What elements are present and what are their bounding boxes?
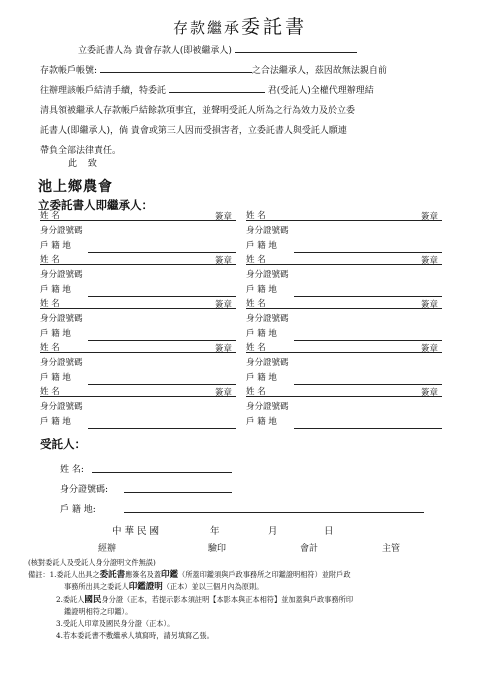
para-line1-text: 立委託書人為 貴會存款人(即被繼承人) xyxy=(78,46,232,56)
domicile-label: 戶 籍 地 xyxy=(40,241,71,251)
id-label: 身分證號碼 xyxy=(246,358,289,368)
signer-block xyxy=(40,298,236,342)
authorization-paragraph xyxy=(40,41,450,161)
domicile-label: 戶 籍 地 xyxy=(40,417,71,427)
name-field[interactable] xyxy=(246,308,442,309)
note-1b-post: （正本）並以三個月內為原則。 xyxy=(162,582,264,592)
id-label: 身分證號碼 xyxy=(246,402,289,412)
domicile-field[interactable] xyxy=(294,252,442,253)
signers-heading: 立委託書人即繼承人： xyxy=(38,198,153,212)
id-label: 身分證號碼 xyxy=(40,314,83,324)
note-2b: 鑑證明相符之印鑑）。 xyxy=(64,606,133,616)
officer-signoff-row xyxy=(98,541,400,554)
name-field[interactable] xyxy=(246,352,442,353)
date-month: 月 xyxy=(268,526,278,537)
name-label: 姓 名 xyxy=(246,255,266,265)
seal-label: 簽章 xyxy=(214,388,232,398)
domicile-field[interactable] xyxy=(88,428,236,429)
seal-label: 簽章 xyxy=(214,256,232,266)
officer-supervisor: 主管 xyxy=(382,544,401,554)
name-label: 姓 名 xyxy=(40,343,60,353)
delegate-id-label: 身分證號碼: xyxy=(60,485,109,495)
domicile-field[interactable] xyxy=(294,384,442,385)
domicile-field[interactable] xyxy=(88,340,236,341)
note-1a-bold-2: 印鑑 xyxy=(161,570,179,581)
domicile-label: 戶 籍 地 xyxy=(246,417,277,427)
domicile-field[interactable] xyxy=(88,384,236,385)
para-line3-text-a: 往辦理該帳戶結清手續，特委託 xyxy=(40,86,167,96)
delegate-domicile-label: 戶 籍 地: xyxy=(60,505,96,515)
form-title xyxy=(0,12,480,39)
note-2a-post: 身分證（正本，若提示影本須註明【本影本與正本相符】並加蓋與戶政事務所印 xyxy=(101,594,354,604)
domicile-label: 戶 籍 地 xyxy=(40,329,71,339)
id-label: 身分證號碼 xyxy=(40,270,83,280)
seal-label: 簽章 xyxy=(214,344,232,354)
id-label: 身分證號碼 xyxy=(40,358,83,368)
notes-section xyxy=(28,557,468,642)
delegate-name-input[interactable] xyxy=(92,472,232,473)
depositor-name-field[interactable] xyxy=(235,41,357,53)
officer-handler: 經辦 xyxy=(98,544,117,554)
seal-label: 簽章 xyxy=(214,300,232,310)
date-day: 日 xyxy=(324,526,334,537)
name-label: 姓 名 xyxy=(40,299,60,309)
id-label: 身分證號碼 xyxy=(246,270,289,280)
signer-block xyxy=(246,342,442,386)
domicile-label: 戶 籍 地 xyxy=(246,285,277,295)
notes-header: (核對委託人及受託人身分證明文件無誤) xyxy=(28,558,156,567)
name-label: 姓 名 xyxy=(246,387,266,397)
delegate-name-field[interactable] xyxy=(169,81,265,93)
para-line2-text-b: 之合法繼承人，茲因故無法親自前 xyxy=(251,66,387,76)
note-1a-pre: 1.委託人出具之 xyxy=(49,570,100,580)
date-year: 年 xyxy=(210,526,220,537)
officer-verify-seal: 驗印 xyxy=(208,544,227,554)
para-line6: 帶負全部法律責任。 xyxy=(40,146,122,156)
delegate-domicile-input[interactable] xyxy=(124,512,424,513)
note-3: 3.受託人印章及國民身分證（正本）。 xyxy=(56,619,175,629)
seal-label: 簽章 xyxy=(420,212,438,222)
date-era: 中 華 民 國 xyxy=(112,526,160,537)
name-field[interactable] xyxy=(40,352,236,353)
name-field[interactable] xyxy=(246,396,442,397)
seal-label: 簽章 xyxy=(420,344,438,354)
domicile-field[interactable] xyxy=(88,252,236,253)
name-label: 姓 名 xyxy=(246,343,266,353)
note-1a-mid: 應簽名及蓋 xyxy=(125,570,162,580)
note-1a-bold-1: 委託書 xyxy=(99,570,126,581)
name-field[interactable] xyxy=(40,308,236,309)
id-label: 身分證號碼 xyxy=(40,402,83,412)
note-1a-post: （所蓋印鑑須與戶政事務所之印鑑證明相符）並附戶政 xyxy=(178,570,351,580)
note-4: 4.若本委託書不敷繼承人填寫時，請另填寫乙張。 xyxy=(56,631,214,641)
domicile-label: 戶 籍 地 xyxy=(40,285,71,295)
delegate-section xyxy=(40,436,460,516)
note-2a-pre: 2.委託人 xyxy=(56,594,85,604)
para-line2-text-a: 存款帳戶帳號: xyxy=(40,66,98,76)
delegate-heading: 受託人： xyxy=(40,437,86,451)
id-label: 身分證號碼 xyxy=(246,314,289,324)
domicile-label: 戶 籍 地 xyxy=(246,329,277,339)
domicile-label: 戶 籍 地 xyxy=(246,241,277,251)
signer-block xyxy=(40,342,236,386)
signer-block xyxy=(40,210,236,254)
signer-block xyxy=(246,210,442,254)
para-line4: 清具領被繼承人存款帳戶結餘款項事宜，並聲明受託人所為之行為效力及於立委 xyxy=(40,106,356,116)
domicile-field[interactable] xyxy=(88,296,236,297)
id-label: 身分證號碼 xyxy=(40,226,83,236)
account-number-field[interactable] xyxy=(100,61,252,73)
name-field[interactable] xyxy=(246,264,442,265)
recipient-association: 池上鄉農會 xyxy=(38,179,113,195)
signer-block xyxy=(40,254,236,298)
name-field[interactable] xyxy=(40,396,236,397)
seal-label: 簽章 xyxy=(420,388,438,398)
name-field[interactable] xyxy=(40,220,236,221)
note-2a-bold: 國民 xyxy=(84,594,102,605)
date-line xyxy=(112,523,334,537)
name-label: 姓 名 xyxy=(40,255,60,265)
notes-label: 備註： xyxy=(28,570,50,580)
seal-label: 簽章 xyxy=(420,300,438,310)
name-field[interactable] xyxy=(246,220,442,221)
delegate-id-input[interactable] xyxy=(124,492,232,493)
signer-block xyxy=(246,254,442,298)
note-1b-pre: 事務所出具之委託人 xyxy=(64,582,129,592)
signer-block xyxy=(246,386,442,430)
domicile-field[interactable] xyxy=(294,428,442,429)
name-field[interactable] xyxy=(40,264,236,265)
delegate-name-label: 姓 名: xyxy=(60,465,84,475)
domicile-field[interactable] xyxy=(294,296,442,297)
para-line3-text-b: 君(受託人)全權代理辦理結 xyxy=(267,86,374,96)
name-label: 姓 名 xyxy=(246,211,266,221)
name-label: 姓 名 xyxy=(246,299,266,309)
closing-salutation: 此 致 xyxy=(68,159,101,169)
title-small: 存款繼承 xyxy=(172,19,241,37)
seal-label: 簽章 xyxy=(214,212,232,222)
domicile-label: 戶 籍 地 xyxy=(246,373,277,383)
note-1b-bold: 印鑑證明 xyxy=(128,582,163,593)
signers-grid xyxy=(40,210,456,432)
name-label: 姓 名 xyxy=(40,211,60,221)
domicile-field[interactable] xyxy=(294,340,442,341)
name-label: 姓 名 xyxy=(40,387,60,397)
signer-block xyxy=(246,298,442,342)
signer-block xyxy=(40,386,236,430)
seal-label: 簽章 xyxy=(420,256,438,266)
para-line5: 託書人(即繼承人)，倘 貴會或第三人因而受損害者，立委託書人與受託人願連 xyxy=(40,126,347,136)
title-big: 委託書 xyxy=(241,16,308,38)
officer-accountant: 會計 xyxy=(300,544,319,554)
domicile-label: 戶 籍 地 xyxy=(40,373,71,383)
id-label: 身分證號碼 xyxy=(246,226,289,236)
